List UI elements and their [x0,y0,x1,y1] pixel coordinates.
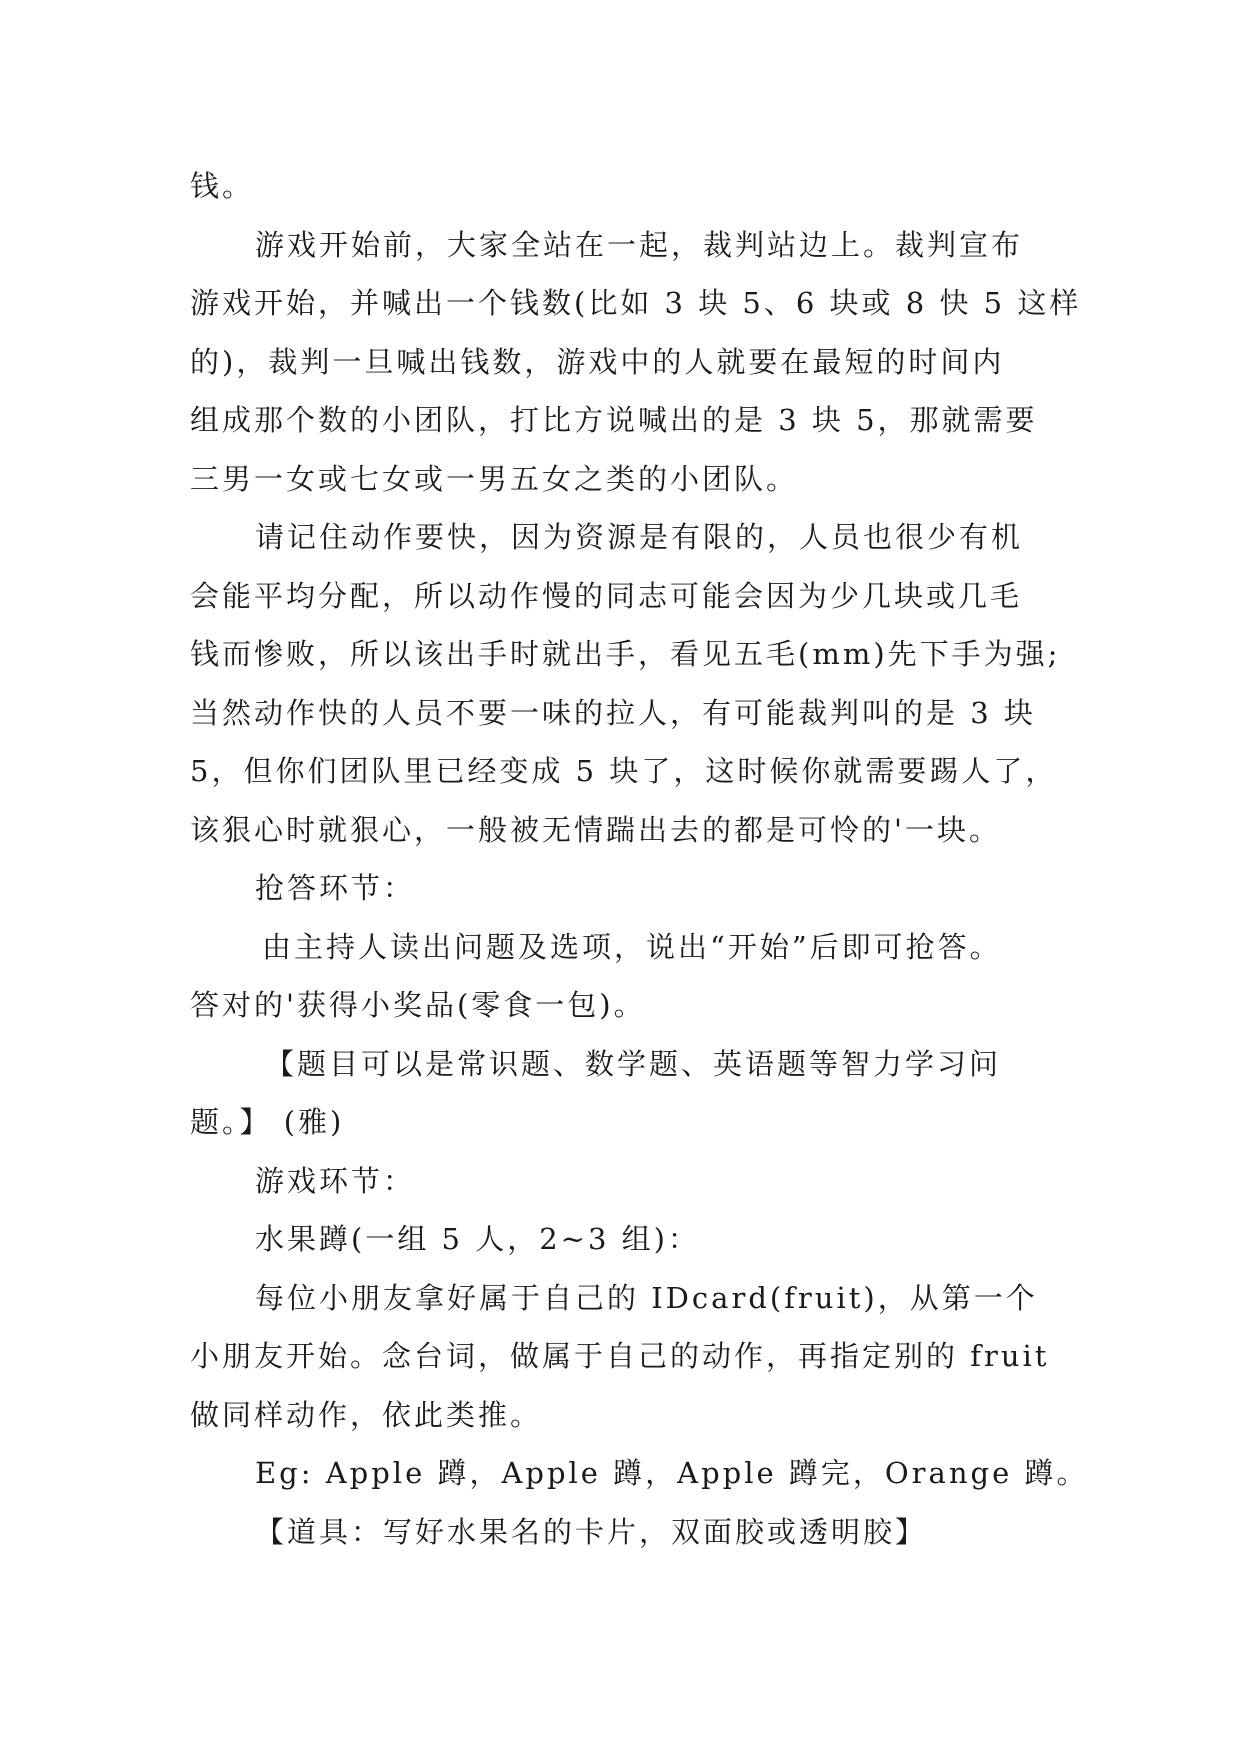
text-line: 钱。 [190,169,255,203]
text-line: 题。】 (雅) [190,1105,345,1139]
example-line: Eg: Apple 蹲，Apple 蹲，Apple 蹲完，Orange 蹲。 [255,1456,1089,1490]
paragraph-start: 请记住动作要快，因为资源是有限的，人员也很少有机 [255,520,1024,554]
text-line: 5，但你们团队里已经变成 5 块了，这时候你就需要踢人了， [190,754,1058,788]
text-line: 小朋友开始。念台词，做属于自己的动作，再指定别的 fruit [190,1339,1050,1373]
text-line: 钱而惨败，所以该出手时就出手，看见五毛(mm)先下手为强; [190,637,1061,671]
text-line: 游戏开始，并喊出一个钱数(比如 3 块 5、6 块或 8 快 5 这样 [190,286,1082,320]
text-line: 的)，裁判一旦喊出钱数，游戏中的人就要在最短的时间内 [190,344,1005,379]
text-line: 三男一女或七女或一男五女之类的小团队。 [190,461,799,496]
paragraph-start: 由主持人读出问题及选项，说出“开始”后即可抢答。 [262,929,1002,964]
text-line: 答对的'获得小奖品(零食一包)。 [190,988,646,1022]
text-line: 当然动作快的人员不要一味的拉人，有可能裁判叫的是 3 块 [190,695,1036,730]
paragraph-start: 【题目可以是常识题、数学题、英语题等智力学习问 [265,1046,1002,1081]
section-heading: 游戏环节： [255,1163,416,1198]
text-line: 会能平均分配，所以动作慢的同志可能会因为少几块或几毛 [190,578,1023,613]
section-heading: 抢答环节： [255,871,416,905]
paragraph-start: 每位小朋友拿好属于自己的 IDcard(fruit)，从第一个 [255,1280,1038,1315]
props-note: 【道具：写好水果名的卡片，双面胶或透明胶】 [255,1514,928,1549]
subsection-heading: 水果蹲(一组 5 人，2~3 组)： [255,1222,700,1256]
text-line: 组成那个数的小团队，打比方说喊出的是 3 块 5，那就需要 [190,403,1038,437]
body-text [190,157,1089,1561]
paragraph-start: 游戏开始前，大家全站在一起，裁判站边上。裁判宣布 [255,227,1024,262]
text-line: 做同样动作，依此类推。 [190,1397,543,1432]
text-line: 该狠心时就狠心，一般被无情踹出去的都是可怜的'一块。 [190,812,1001,847]
